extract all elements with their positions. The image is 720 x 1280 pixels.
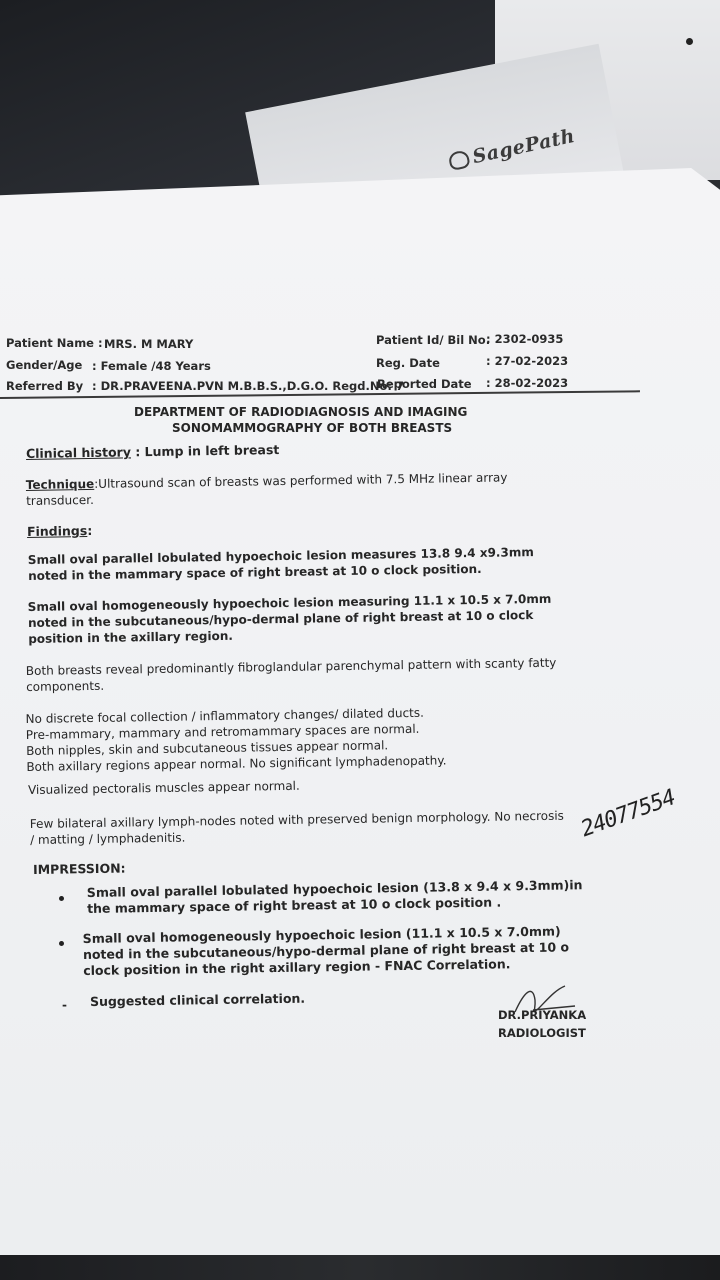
- finding-1-line1: Small oval parallel lobulated hypoechoic lesion measures 13.8 9.4 x9.3mm: [27, 545, 534, 568]
- technique: [26, 469, 508, 509]
- bullet-1: [59, 896, 64, 901]
- findings-label: Findings: [26, 523, 88, 539]
- impression-2: [83, 923, 570, 979]
- referred-by-label: Referred By: [6, 379, 84, 393]
- para-1-line1: Both breasts reveal predominantly fibroglandular parenchymal pattern with scanty fatty: [25, 655, 557, 679]
- technique-line1: :Ultrasound scan of breasts was performed with 7.5 MHz linear array: [94, 470, 508, 491]
- bullet-2: [59, 941, 64, 946]
- reg-date: : 27-02-2023: [486, 354, 569, 368]
- suggestion-dash: -: [62, 998, 67, 1012]
- reg-date-label: Reg. Date: [376, 356, 440, 370]
- technique-line2: transducer.: [26, 492, 94, 508]
- para-2-line2: Pre-mammary, mammary and retromammary spaces are normal.: [25, 721, 420, 743]
- finding-2-line2: noted in the subcutaneous/hypo-dermal plane of right breast at 10 o clock: [27, 608, 534, 630]
- finding-para-4: [30, 808, 564, 848]
- technique-label: Technique: [25, 476, 95, 493]
- patient-id: : 2302-0935: [486, 332, 564, 346]
- findings-heading: [27, 523, 92, 539]
- finding-1-line2: noted in the mammary space of right breast at 10 o clock position.: [28, 561, 482, 583]
- reported-date: : 28-02-2023: [486, 376, 569, 390]
- patient-id-label: Patient Id/ Bil No.: [376, 333, 491, 347]
- para-3: Visualized pectoralis muscles appear normal.: [27, 778, 300, 797]
- doctor-name: DR.PRIYANKA: [498, 1008, 587, 1022]
- impression-2-line3: clock position in the right axillary region - FNAC Correlation.: [83, 956, 511, 978]
- referred-by: : DR.PRAVEENA.PVN M.B.B.S.,D.G.O. Regd.No: 7: [92, 379, 404, 393]
- logo-text: SagePath: [470, 124, 577, 169]
- handwritten-note: 24077554: [577, 785, 679, 843]
- impression-2-line2: noted in the subcutaneous/hypo-dermal plane of right breast at 10 o: [82, 939, 570, 962]
- finding-para-1: [26, 655, 557, 695]
- finding-2: [28, 591, 552, 647]
- para-2-line1: No discrete focal collection / inflammatory changes/ dilated ducts.: [25, 705, 424, 727]
- findings-colon: :: [87, 522, 93, 539]
- para-1-line2: components.: [26, 678, 105, 694]
- patient-name: MRS. M MARY: [104, 337, 194, 351]
- gender-age-label: Gender/Age: [6, 358, 83, 372]
- impression-heading: IMPRESSION:: [32, 860, 126, 877]
- suggestion: Suggested clinical correlation.: [89, 990, 306, 1009]
- exam-title: SONOMAMMOGRAPHY OF BOTH BREASTS: [172, 421, 453, 435]
- clinical-history-value: : Lump in left breast: [130, 442, 280, 460]
- patient-name-label: Patient Name :: [6, 336, 103, 350]
- reported-date-label: Reported Date: [377, 377, 472, 391]
- impression-1: [87, 877, 583, 917]
- finding-2-line3: position in the axillary region.: [28, 628, 233, 646]
- doctor-title: RADIOLOGIST: [498, 1026, 586, 1040]
- clinical-history: [26, 442, 280, 461]
- impression-1-line1: Small oval parallel lobulated hypoechoic lesion (13.8 x 9.4 x 9.3mm)in: [86, 877, 583, 901]
- impression-1-line2: the mammary space of right breast at 10 o clock position .: [87, 894, 502, 916]
- finding-1: [28, 544, 534, 584]
- para-4-line2: / matting / lymphadenitis.: [30, 830, 186, 847]
- finding-para-2: [25, 704, 446, 775]
- clinical-history-label: Clinical history: [25, 444, 132, 461]
- impression-2-line1: Small oval homogeneously hypoechoic lesion (11.1 x 10.5 x 7.0mm): [82, 923, 561, 947]
- finding-2-line1: Small oval homogeneously hypoechoic lesion measuring 11.1 x 10.5 x 7.0mm: [27, 591, 552, 615]
- para-4-line1: Few bilateral axillary lymph-nodes noted with preserved benign morphology. No necrosis: [29, 808, 564, 832]
- gender-age: : Female /48 Years: [92, 359, 211, 373]
- para-2-line3: Both nipples, skin and subcutaneous tissues appear normal.: [26, 738, 389, 758]
- para-2-line4: Both axillary regions appear normal. No significant lymphadenopathy.: [26, 753, 447, 774]
- department-title: DEPARTMENT OF RADIODIAGNOSIS AND IMAGING: [134, 405, 468, 419]
- finding-para-3: [28, 778, 300, 798]
